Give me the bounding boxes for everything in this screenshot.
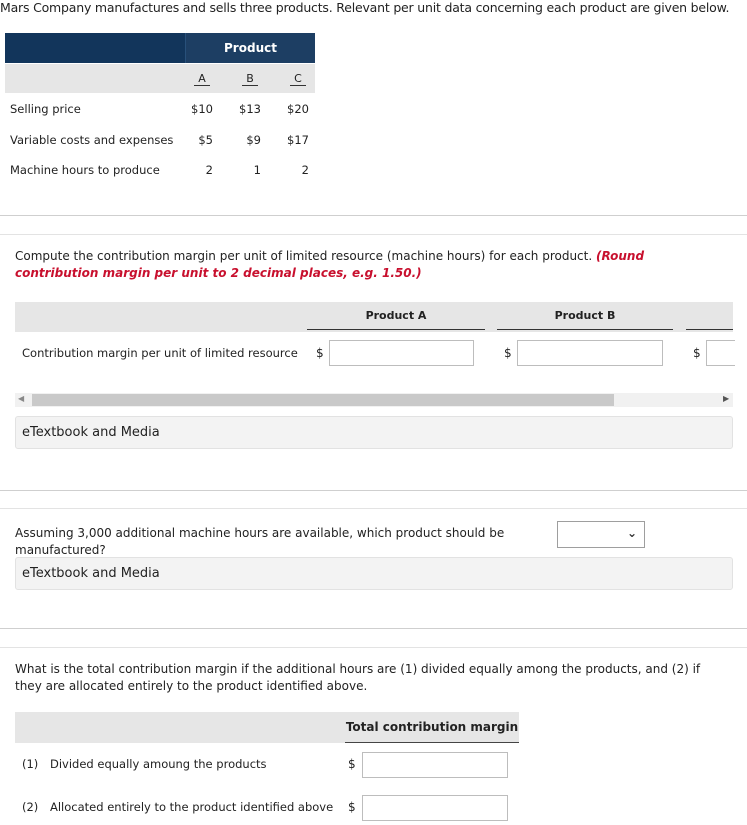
currency-symbol: $ — [348, 757, 356, 771]
cell-variable-costs-c: $17 — [287, 133, 309, 147]
section-divider — [0, 234, 747, 235]
question-1 — [15, 248, 725, 282]
section-divider — [0, 508, 747, 509]
scrollbar-thumb[interactable] — [32, 394, 614, 406]
cell-selling-price-b: $13 — [239, 102, 261, 116]
column-header-a: A — [187, 72, 217, 85]
currency-symbol: $ — [316, 346, 324, 360]
intro-text: Mars Company manufactures and sells three products. Relevant per unit data concerning each product are given below. — [0, 0, 730, 15]
row-label-machine-hours: Machine hours to produce — [10, 163, 160, 177]
question-1-text: Compute the contribution margin per unit of limited resource (machine hours) for each product. — [15, 249, 593, 263]
question-3-text: What is the total contribution margin if the additional hours are (1) divided equally among the products, and (2) if they are allocated entirely to the product identified above. — [15, 662, 701, 693]
cell-machine-hours-c: 2 — [301, 163, 309, 177]
scroll-left-arrow-icon[interactable]: ◀ — [18, 394, 25, 403]
section-divider — [0, 215, 747, 216]
question-2-text: Assuming 3,000 additional machine hours are available, which product should be manufactured? — [15, 526, 505, 557]
cm-input-product-c[interactable] — [706, 340, 735, 366]
column-header-product-c — [686, 303, 733, 330]
row-2-label: Allocated entirely to the product identified above — [50, 800, 334, 814]
chevron-down-icon[interactable]: ⌄ — [627, 526, 638, 540]
cm-input-product-b[interactable] — [517, 340, 663, 366]
cm-input-product-a[interactable] — [329, 340, 474, 366]
row-1-label: Divided equally amoung the products — [50, 757, 267, 771]
column-header-product-a: Product A — [307, 303, 485, 330]
row-label-selling-price: Selling price — [10, 102, 81, 116]
etextbook-media-button[interactable]: eTextbook and Media — [15, 557, 733, 590]
section-divider — [0, 647, 747, 648]
etextbook-media-button[interactable]: eTextbook and Media — [15, 416, 733, 449]
column-header-total-cm: Total contribution margin — [345, 712, 519, 743]
column-header-product-b: Product B — [497, 303, 673, 330]
cell-variable-costs-a: $5 — [198, 133, 213, 147]
currency-symbol: $ — [348, 800, 356, 814]
product-column-band — [5, 64, 315, 93]
currency-symbol: $ — [504, 346, 512, 360]
product-group-header: Product — [185, 33, 315, 63]
cell-variable-costs-b: $9 — [246, 133, 261, 147]
currency-symbol: $ — [693, 346, 701, 360]
cm-row-label: Contribution margin per unit of limited resource — [22, 346, 298, 360]
row-1-number: (1) — [22, 757, 39, 771]
section-divider — [0, 490, 747, 491]
total-cm-input-allocated[interactable] — [362, 795, 508, 821]
cell-selling-price-c: $20 — [287, 102, 309, 116]
cell-machine-hours-a: 2 — [205, 163, 213, 177]
column-header-b: B — [235, 72, 265, 85]
total-cm-input-equal[interactable] — [362, 752, 508, 778]
scroll-right-arrow-icon[interactable]: ▶ — [723, 394, 730, 403]
row-2-number: (2) — [22, 800, 39, 814]
cell-selling-price-a: $10 — [191, 102, 213, 116]
rounding-note: (Round contribution margin per unit to 2 decimal places, e.g. 1.50.) — [15, 249, 645, 280]
column-header-c: C — [283, 72, 313, 85]
row-label-variable-costs: Variable costs and expenses — [10, 133, 174, 147]
cell-machine-hours-b: 1 — [253, 163, 261, 177]
section-divider — [0, 628, 747, 629]
